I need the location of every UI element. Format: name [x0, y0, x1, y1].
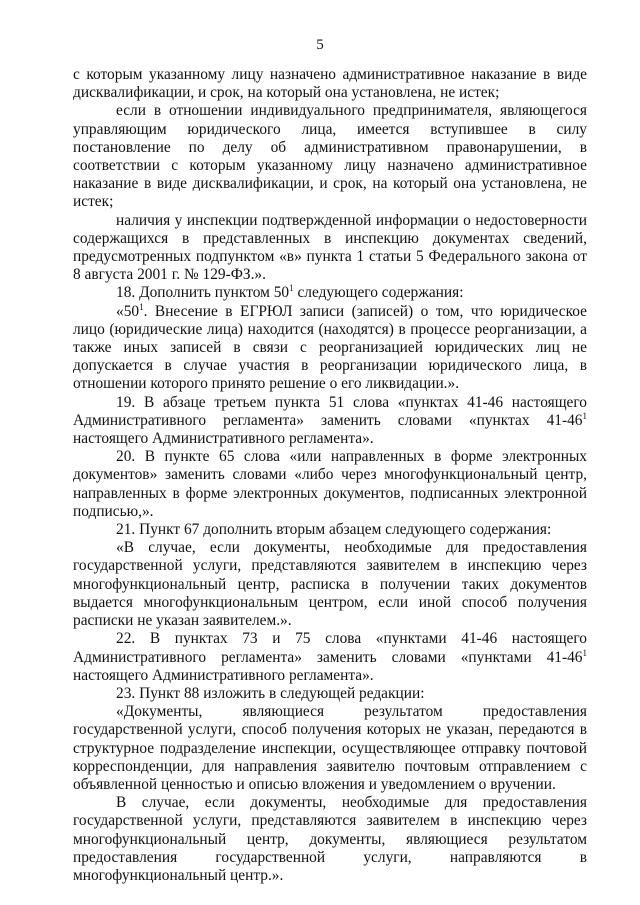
paragraph-text: следующего содержания: — [293, 284, 464, 302]
paragraph-text: настоящего Административного регламента». — [73, 430, 374, 448]
paragraph — [73, 212, 587, 285]
paragraph — [73, 66, 587, 102]
paragraph-text: «Документы, являющиеся результатом предоставления государственной услуги, способ получения которых не указан, передаются в структурное подразделение инспекции, осуществляющее отправку почтовой корреспонденции, для направления заявителю почтовым отправлением с объявленной ценностью и описью вложения и уведомлением о вручении. — [73, 703, 587, 793]
paragraph-quote-50-1 — [73, 303, 587, 394]
page-number: 5 — [316, 37, 324, 53]
paragraph-text: «50 — [116, 302, 140, 320]
document-body — [73, 66, 587, 885]
paragraph-text: «В случае, если документы, необходимые для предоставления государственной услуги, представляются заявителем в инспекцию через многофункциональный центр, расписка в получении таких документов выдается многофункциональным центром, если иной способ получения расписки не указан заявителем.». — [73, 539, 587, 630]
paragraph-text: 19. В абзаце третьем пункта 51 слова «пунктах 41-46 настоящего Административного регламента» заменить словами «пунктах 41-46 — [73, 393, 587, 429]
paragraph-text: В случае, если документы, необходимые для предоставления государственной услуги, представляются заявителем в инспекцию через многофункциональный центр, документы, являющиеся результатом предоставления государственной услуги, направляются в многофункциональный центр.». — [73, 794, 587, 884]
paragraph-text: 21. Пункт 67 дополнить вторым абзацем следующего содержания: — [116, 521, 552, 539]
paragraph-text: 22. В пунктах 73 и 75 слова «пунктами 41-46 настоящего Административного регламента» заменить словами «пунктами 41-46 — [73, 630, 587, 666]
paragraph — [73, 539, 587, 630]
paragraph-item-18 — [73, 284, 587, 302]
paragraph-text: 18. Дополнить пунктом 50 — [116, 284, 290, 302]
paragraph — [73, 102, 587, 211]
paragraph-item-20 — [73, 448, 587, 521]
paragraph — [73, 703, 587, 794]
paragraph-text: с которым указанному лицу назначено административное наказание в виде дисквалификации, и срок, на который она установлена, не истек; — [73, 66, 587, 102]
paragraph-text: . Внесение в ЕГРЮЛ записи (записей) о том, что юридическое лицо (юридические лица) находится (находятся) в процессе реорганизации, а также иных записей в связи с реорганизацией юридических лиц не допускается в случае участия в реорганизации юридического лица, в отношении которого принято решение о его ликвидации.». — [73, 302, 587, 393]
paragraph-text: 23. Пункт 88 изложить в следующей редакции: — [116, 684, 425, 702]
superscript: 1 — [139, 301, 144, 312]
superscript: 1 — [582, 647, 587, 658]
paragraph-text: настоящего Административного регламента». — [73, 666, 374, 684]
superscript: 1 — [289, 283, 294, 294]
superscript: 1 — [582, 410, 587, 421]
paragraph-item-19 — [73, 394, 587, 449]
paragraph-text: наличия у инспекции подтвержденной информации о недостоверности содержащихся в представленных в инспекцию документах сведений, предусмотренных подпунктом «в» пункта 1 статьи 5 Федерального закона от 8 августа 2001 г. № 129-ФЗ.». — [73, 211, 587, 284]
paragraph-item-23 — [73, 685, 587, 703]
paragraph-text: 20. В пункте 65 слова «или направленных в форме электронных документов» заменить словами «либо через многофункциональный центр, направленных в форме электронных документов, подписанных электронной подписью,». — [73, 448, 587, 520]
paragraph-item-22 — [73, 630, 587, 685]
paragraph — [73, 794, 587, 885]
paragraph-item-21 — [73, 521, 587, 539]
paragraph-text: если в отношении индивидуального предпринимателя, являющегося управляющим юридического лица, имеется вступившее в силу постановление по делу об административном правонарушении, в соответствии с которым указанному лицу назначено административное наказание в виде дисквалификации, и срок, на который она установлена, не истек; — [73, 102, 587, 211]
